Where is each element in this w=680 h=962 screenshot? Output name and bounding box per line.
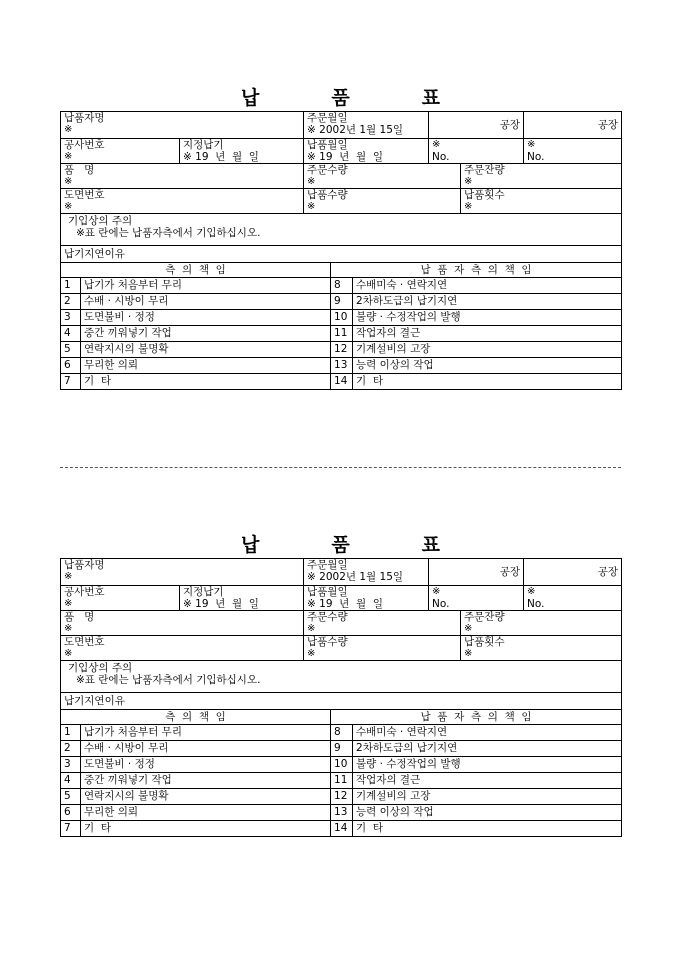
mark: ※ xyxy=(464,648,473,659)
delivery-count-label: 납품횟수 xyxy=(464,189,505,201)
delay-reason-cell[interactable] xyxy=(61,693,622,710)
supplier-name-cell[interactable] xyxy=(61,112,304,139)
supplier-name-cell[interactable] xyxy=(61,559,304,586)
reason-item[interactable]: 무리한 의뢰 xyxy=(81,358,331,374)
delivery-count-cell[interactable] xyxy=(461,636,622,661)
item-num: 2 xyxy=(61,741,81,757)
item-num: 1 xyxy=(61,725,81,741)
reason-item[interactable]: 능력 이상의 작업 xyxy=(353,358,622,374)
delay-reason-label: 납기지연이유 xyxy=(64,695,125,707)
left-responsibility-header: 측 의 책 임 xyxy=(61,710,331,725)
reason-item[interactable]: 도면불비 · 정정 xyxy=(81,310,331,326)
item-name-label: 품 명 xyxy=(64,611,95,623)
item-num: 9 xyxy=(331,294,353,310)
reason-item[interactable]: 수배 · 시방이 무리 xyxy=(81,741,331,757)
due-date-label: 지정납기 xyxy=(183,586,224,598)
left-responsibility-header: 측 의 책 임 xyxy=(61,263,331,278)
reason-item[interactable]: 불량 · 수정작업의 발행 xyxy=(353,757,622,773)
mark: ※ xyxy=(464,623,473,634)
title-char: 표 xyxy=(421,87,441,109)
no-cell-1[interactable] xyxy=(429,586,524,611)
reason-item[interactable]: 도면불비 · 정정 xyxy=(81,757,331,773)
order-remaining-cell[interactable] xyxy=(461,611,622,636)
delay-reason-cell[interactable] xyxy=(61,246,622,263)
order-qty-label: 주문수량 xyxy=(307,611,348,623)
delivery-date-cell[interactable] xyxy=(304,586,429,611)
item-name-cell[interactable] xyxy=(61,611,304,636)
order-date-cell[interactable] xyxy=(304,112,429,139)
project-no-cell[interactable] xyxy=(61,139,180,164)
mark: ※ xyxy=(64,176,73,187)
mark: ※ xyxy=(527,586,536,597)
drawing-no-cell[interactable] xyxy=(61,636,304,661)
factory-label: 공장 xyxy=(499,566,521,578)
no-label: No. xyxy=(432,151,450,163)
title-char: 납 xyxy=(240,534,260,556)
mark: ※ xyxy=(64,151,73,162)
mark: ※ xyxy=(432,586,441,597)
project-no-label: 공사번호 xyxy=(64,139,105,151)
no-cell-2[interactable] xyxy=(524,586,622,611)
delivery-date-cell[interactable] xyxy=(304,139,429,164)
delivery-form-1 xyxy=(60,85,621,390)
mark: ※ xyxy=(464,201,473,212)
item-num: 1 xyxy=(61,278,81,294)
order-date-value: ※ 2002년 1월 15일 xyxy=(307,124,404,136)
delivery-qty-cell[interactable] xyxy=(304,636,461,661)
delivery-date-value: ※ 19 년 월 일 xyxy=(307,151,383,163)
supplier-name-label: 납품자명 xyxy=(64,559,105,571)
factory-cell-2[interactable] xyxy=(524,112,622,139)
responsibility-table xyxy=(60,710,622,837)
title-char: 납 xyxy=(240,87,260,109)
mark: ※ xyxy=(464,176,473,187)
drawing-no-label: 도면번호 xyxy=(64,189,105,201)
note-cell xyxy=(61,214,622,246)
item-num: 6 xyxy=(61,805,81,821)
note-cell xyxy=(61,661,622,693)
item-num: 12 xyxy=(331,342,353,358)
item-num: 11 xyxy=(331,326,353,342)
reason-item[interactable]: 연락지시의 불명확 xyxy=(81,342,331,358)
item-num: 11 xyxy=(331,773,353,789)
reason-item[interactable]: 연락지시의 불명확 xyxy=(81,789,331,805)
item-num: 6 xyxy=(61,358,81,374)
order-date-label: 주문월일 xyxy=(307,559,348,571)
due-date-cell[interactable] xyxy=(180,586,304,611)
delivery-qty-label: 납품수량 xyxy=(307,636,348,648)
factory-label-2: 공장 xyxy=(597,119,619,131)
reason-item[interactable]: 수배 · 시방이 무리 xyxy=(81,294,331,310)
note-heading: 기입상의 주의 xyxy=(68,662,133,674)
mark: ※ xyxy=(527,139,536,150)
reason-item[interactable]: 불량 · 수정작업의 발행 xyxy=(353,310,622,326)
delivery-date-label: 납품월일 xyxy=(307,586,348,598)
reason-item[interactable]: 수배미숙 · 연락지연 xyxy=(353,278,622,294)
item-num: 3 xyxy=(61,310,81,326)
item-num: 7 xyxy=(61,821,81,837)
item-num: 13 xyxy=(331,805,353,821)
factory-cell[interactable] xyxy=(429,559,524,586)
right-responsibility-header: 납 품 자 측 의 책 임 xyxy=(331,263,622,278)
item-name-cell[interactable] xyxy=(61,164,304,189)
project-no-label: 공사번호 xyxy=(64,586,105,598)
order-remaining-label: 주문잔량 xyxy=(464,611,505,623)
title-char: 표 xyxy=(421,534,441,556)
item-num: 2 xyxy=(61,294,81,310)
title-char: 품 xyxy=(331,534,350,556)
factory-cell[interactable] xyxy=(429,112,524,139)
reason-item[interactable]: 기계설비의 고장 xyxy=(353,789,622,805)
reason-item[interactable]: 기계설비의 고장 xyxy=(353,342,622,358)
mark: ※ xyxy=(307,201,316,212)
note-heading: 기입상의 주의 xyxy=(68,215,133,227)
form-title xyxy=(60,532,621,558)
note-text: ※표 란에는 납품자측에서 기입하십시오. xyxy=(76,674,261,686)
due-date-cell[interactable] xyxy=(180,139,304,164)
project-no-cell[interactable] xyxy=(61,586,180,611)
reason-item[interactable]: 무리한 의뢰 xyxy=(81,805,331,821)
form-title xyxy=(60,85,621,111)
item-name-label: 품 명 xyxy=(64,164,95,176)
item-num: 9 xyxy=(331,741,353,757)
order-date-cell[interactable] xyxy=(304,559,429,586)
mark: ※ xyxy=(64,201,73,212)
title-char: 품 xyxy=(331,87,350,109)
item-num: 7 xyxy=(61,374,81,390)
cut-line xyxy=(60,467,621,468)
item-num: 4 xyxy=(61,326,81,342)
item-num: 5 xyxy=(61,789,81,805)
factory-cell-2[interactable] xyxy=(524,559,622,586)
mark: ※ xyxy=(64,623,73,634)
delivery-count-cell[interactable] xyxy=(461,189,622,214)
drawing-no-label: 도면번호 xyxy=(64,636,105,648)
delivery-qty-label: 납품수량 xyxy=(307,189,348,201)
mark: ※ xyxy=(64,598,73,609)
reason-item[interactable]: 2차하도급의 납기지연 xyxy=(353,294,622,310)
delivery-qty-cell[interactable] xyxy=(304,189,461,214)
reason-item[interactable]: 납기가 처음부터 무리 xyxy=(81,725,331,741)
reason-item[interactable]: 중간 끼워넣기 작업 xyxy=(81,326,331,342)
item-num: 14 xyxy=(331,821,353,837)
mark: ※ xyxy=(307,623,316,634)
note-text: ※표 란에는 납품자측에서 기입하십시오. xyxy=(76,227,261,239)
supplier-name-label: 납품자명 xyxy=(64,112,105,124)
form-table xyxy=(60,558,622,710)
no-label: No. xyxy=(527,151,545,163)
reason-item[interactable]: 기 타 xyxy=(81,374,331,390)
form-table xyxy=(60,111,622,263)
mark: ※ xyxy=(64,571,73,582)
item-num: 8 xyxy=(331,278,353,294)
item-num: 3 xyxy=(61,757,81,773)
reason-item[interactable]: 기 타 xyxy=(81,821,331,837)
reason-item[interactable]: 2차하도급의 납기지연 xyxy=(353,741,622,757)
drawing-no-cell[interactable] xyxy=(61,189,304,214)
right-responsibility-header: 납 품 자 측 의 책 임 xyxy=(331,710,622,725)
mark: ※ xyxy=(64,124,73,135)
item-num: 10 xyxy=(331,310,353,326)
no-cell-1[interactable] xyxy=(429,139,524,164)
reason-item[interactable]: 납기가 처음부터 무리 xyxy=(81,278,331,294)
reason-item[interactable]: 수배미숙 · 연락지연 xyxy=(353,725,622,741)
no-label: No. xyxy=(527,598,545,610)
delivery-date-value: ※ 19 년 월 일 xyxy=(307,598,383,610)
order-date-value: ※ 2002년 1월 15일 xyxy=(307,571,404,583)
item-num: 4 xyxy=(61,773,81,789)
mark: ※ xyxy=(307,648,316,659)
mark: ※ xyxy=(64,648,73,659)
delivery-form-2 xyxy=(60,532,621,837)
reason-item[interactable]: 작업자의 결근 xyxy=(353,773,622,789)
delivery-count-label: 납품횟수 xyxy=(464,636,505,648)
mark: ※ xyxy=(307,176,316,187)
reason-item[interactable]: 중간 끼워넣기 작업 xyxy=(81,773,331,789)
mark: ※ xyxy=(432,139,441,150)
due-date-value: ※ 19 년 월 일 xyxy=(183,151,259,163)
order-remaining-cell[interactable] xyxy=(461,164,622,189)
factory-label: 공장 xyxy=(499,119,521,131)
factory-label-2: 공장 xyxy=(597,566,619,578)
order-remaining-label: 주문잔량 xyxy=(464,164,505,176)
due-date-value: ※ 19 년 월 일 xyxy=(183,598,259,610)
item-num: 14 xyxy=(331,374,353,390)
reason-item[interactable]: 능력 이상의 작업 xyxy=(353,805,622,821)
order-qty-cell[interactable] xyxy=(304,164,461,189)
item-num: 8 xyxy=(331,725,353,741)
due-date-label: 지정납기 xyxy=(183,139,224,151)
item-num: 12 xyxy=(331,789,353,805)
order-qty-cell[interactable] xyxy=(304,611,461,636)
reason-item[interactable]: 작업자의 결근 xyxy=(353,326,622,342)
order-qty-label: 주문수량 xyxy=(307,164,348,176)
item-num: 10 xyxy=(331,757,353,773)
no-cell-2[interactable] xyxy=(524,139,622,164)
reason-item[interactable]: 기 타 xyxy=(353,374,622,390)
delay-reason-label: 납기지연이유 xyxy=(64,248,125,260)
reason-item[interactable]: 기 타 xyxy=(353,821,622,837)
order-date-label: 주문월일 xyxy=(307,112,348,124)
no-label: No. xyxy=(432,598,450,610)
item-num: 13 xyxy=(331,358,353,374)
item-num: 5 xyxy=(61,342,81,358)
delivery-date-label: 납품월일 xyxy=(307,139,348,151)
responsibility-table xyxy=(60,263,622,390)
